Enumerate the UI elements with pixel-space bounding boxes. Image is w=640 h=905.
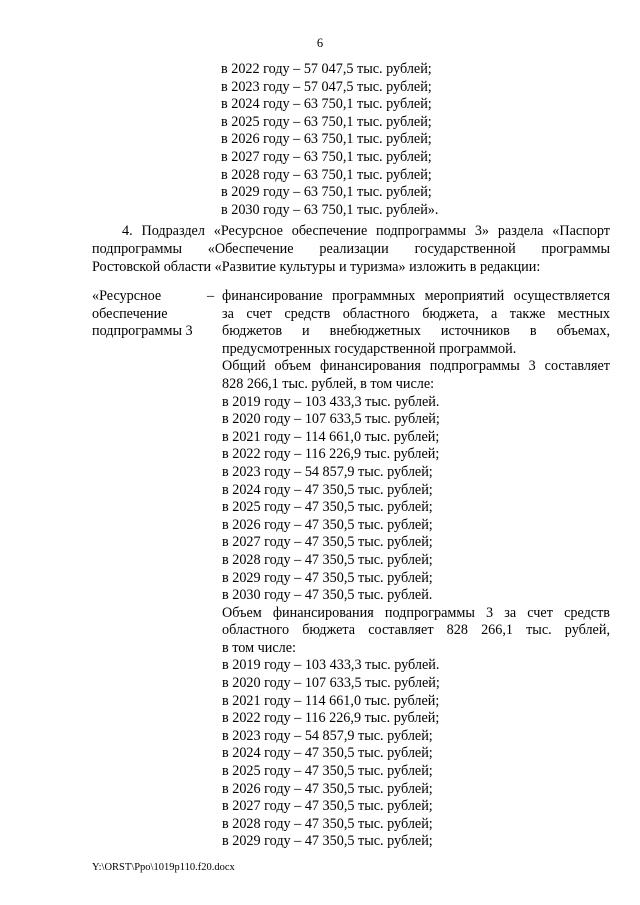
content-line: в 2021 году – 114 661,0 тыс. рублей; (222, 428, 440, 445)
content-line: в 2019 году – 103 433,3 тыс. рублей. (222, 657, 440, 674)
content-line: в 2030 году – 47 350,5 тыс. рублей. (222, 587, 433, 604)
list-item: в 2028 году – 63 750,1 тыс. рублей; (221, 166, 432, 183)
content-line: в 2025 году – 47 350,5 тыс. рублей; (222, 763, 433, 780)
content-line: в 2029 году – 47 350,5 тыс. рублей; (222, 833, 433, 850)
content-line: в 2024 году – 47 350,5 тыс. рублей; (222, 481, 433, 498)
content-line: в 2028 году – 47 350,5 тыс. рублей; (222, 551, 433, 568)
content-line: в 2023 году – 54 857,9 тыс. рублей; (222, 727, 433, 744)
content-line: за счет средств областного бюджета, а также местных (222, 305, 610, 322)
content-line: в 2025 году – 47 350,5 тыс. рублей; (222, 499, 433, 516)
content-line: в 2026 году – 47 350,5 тыс. рублей; (222, 780, 433, 797)
content-line: бюджетов и внебюджетных источников в объемах, (222, 323, 610, 340)
content-line: в 2021 году – 114 661,0 тыс. рублей; (222, 692, 440, 709)
content-line: в 2024 году – 47 350,5 тыс. рублей; (222, 745, 433, 762)
content-line: в 2028 году – 47 350,5 тыс. рублей; (222, 815, 433, 832)
list-item: в 2027 году – 63 750,1 тыс. рублей; (221, 148, 432, 165)
list-item: в 2025 году – 63 750,1 тыс. рублей; (221, 113, 432, 130)
content-line: в 2022 году – 116 226,9 тыс. рублей; (222, 446, 440, 463)
label-line: обеспечение (92, 305, 168, 322)
label-line: «Ресурсное (92, 288, 162, 304)
content-line: в 2023 году – 54 857,9 тыс. рублей; (222, 463, 433, 480)
list-item: в 2023 году – 57 047,5 тыс. рублей; (221, 78, 432, 95)
content-line: в 2027 году – 47 350,5 тыс. рублей; (222, 534, 433, 551)
list-item: в 2022 году – 57 047,5 тыс. рублей; (221, 61, 432, 77)
list-item: в 2029 году – 63 750,1 тыс. рублей; (221, 184, 432, 201)
content-line: в 2020 году – 107 633,5 тыс. рублей; (222, 411, 440, 428)
content-line: Общий объем финансирования подпрограммы 3 составляет (222, 358, 610, 375)
resource-label (92, 288, 202, 341)
page-number: 6 (316, 36, 324, 50)
paragraph-line: 4. Подраздел «Ресурсное обеспечение подпрограммы 3» раздела «Паспорт (122, 223, 610, 239)
content-line: Объем финансирования подпрограммы 3 за счет средств (222, 604, 610, 621)
content-line: в 2022 году – 116 226,9 тыс. рублей; (222, 710, 440, 727)
content-line: в том числе: (222, 639, 296, 656)
content-line: в 2029 году – 47 350,5 тыс. рублей; (222, 569, 433, 586)
label-line: подпрограммы 3 (92, 323, 193, 340)
content-line: областного бюджета составляет 828 266,1 тыс. рублей, (222, 622, 610, 639)
content-line: в 2020 году – 107 633,5 тыс. рублей; (222, 675, 440, 692)
paragraph-line: подпрограммы «Обеспечение реализации государственной программы (92, 241, 610, 258)
separator-dash: – (207, 288, 215, 304)
paragraph-4 (92, 222, 610, 277)
resource-content (222, 288, 610, 851)
content-line: 828 266,1 тыс. рублей, в том числе: (222, 375, 435, 392)
footer-file-path: Y:\ORST\Ppo\1019p110.f20.docx (92, 862, 235, 873)
list-item: в 2026 году – 63 750,1 тыс. рублей; (221, 131, 432, 148)
paragraph-line: Ростовской области «Развитие культуры и туризма» изложить в редакции: (92, 259, 541, 276)
content-line: в 2019 году – 103 433,3 тыс. рублей. (222, 393, 440, 410)
content-line: в 2026 году – 47 350,5 тыс. рублей; (222, 516, 433, 533)
content-line: предусмотренных государственной программой. (222, 340, 517, 357)
list-item: в 2024 году – 63 750,1 тыс. рублей; (221, 96, 432, 113)
top-funding-list (221, 61, 438, 219)
content-line: финансирование программных мероприятий осуществляется (222, 288, 610, 304)
content-line: в 2027 году – 47 350,5 тыс. рублей; (222, 798, 433, 815)
list-item: в 2030 году – 63 750,1 тыс. рублей». (221, 201, 439, 218)
